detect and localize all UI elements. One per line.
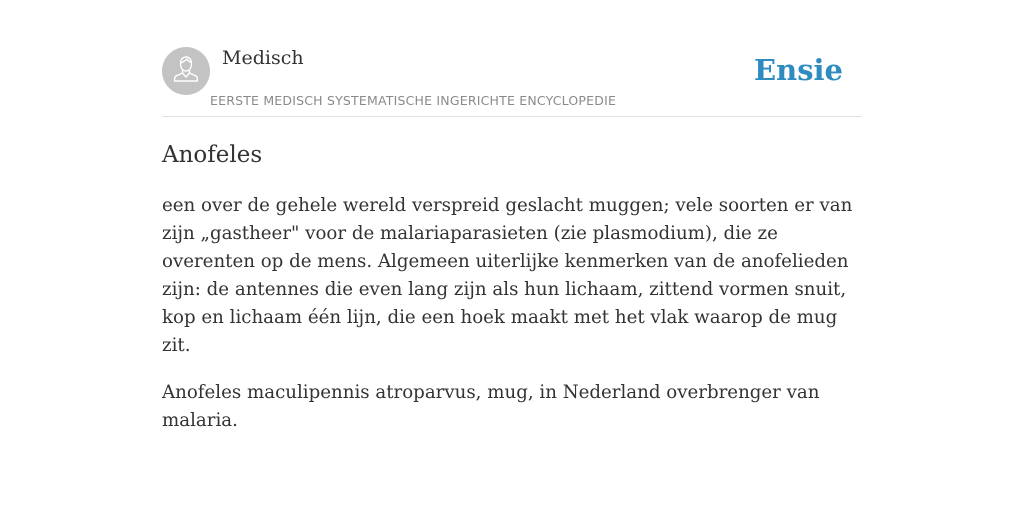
user-icon [172,54,200,89]
article-paragraph: Anofeles maculipennis atroparvus, mug, in Nederland overbrenger van malaria. [162,382,820,431]
article-title: Anofeles [162,142,263,168]
article-paragraph: een over de gehele wereld verspreid geslacht muggen; vele soorten er van zijn „gastheer" voor de malariaparasieten (zie plasmodium), die ze overenten op de mens. Algemeen uiterlijke kenmerken van de anofelieden zijn: de antennes die even lang zijn als hun lichaam, zittend vormen snuit, kop en lichaam één lijn, die een hoek maakt met het vlak waarop de mug zit. [162,195,853,356]
brand-logo[interactable]: Ensie [754,53,843,87]
source-header [162,46,862,117]
source-subtitle: EERSTE MEDISCH SYSTEMATISCHE INGERICHTE ENCYCLOPEDIE [210,93,617,108]
avatar[interactable] [162,47,210,95]
article-body [162,192,864,454]
source-name[interactable]: Medisch [222,47,304,69]
